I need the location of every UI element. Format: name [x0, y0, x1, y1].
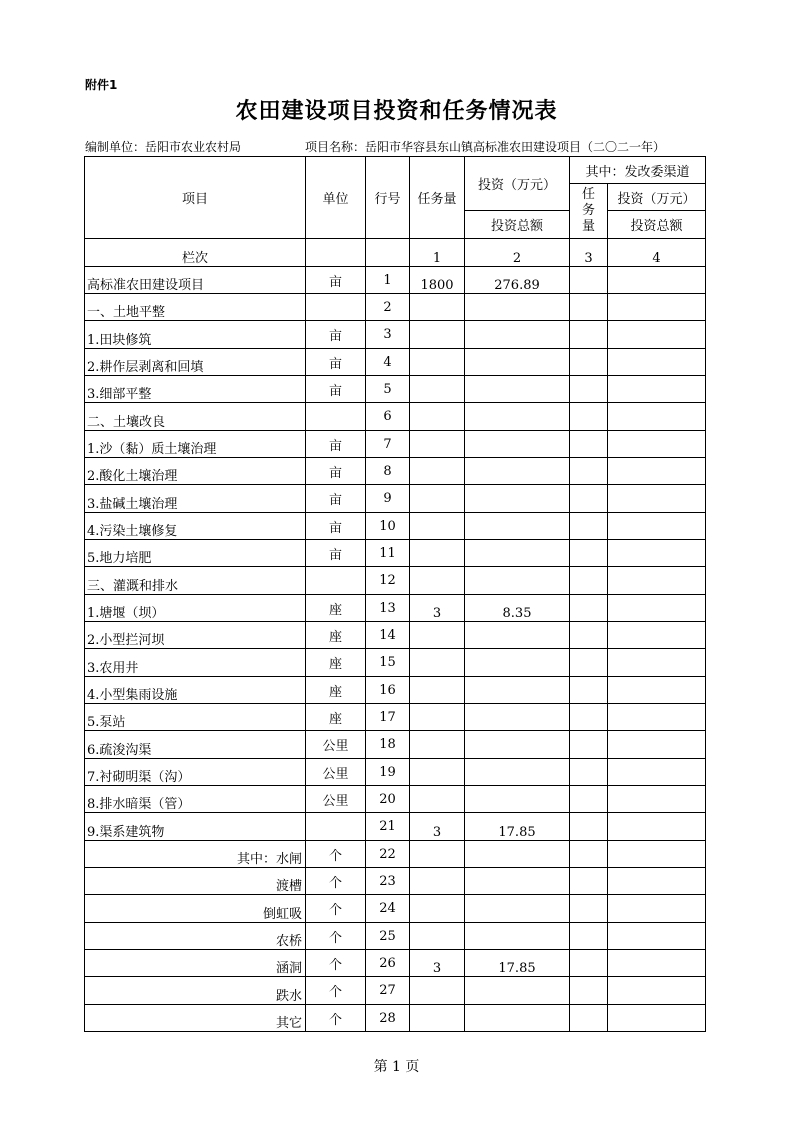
- row-task-quantity: [410, 868, 465, 895]
- row-task-quantity: 3: [410, 950, 465, 977]
- row-task-quantity: [410, 567, 465, 595]
- row-number: 2: [366, 294, 410, 321]
- row-ndrc-investment: [608, 786, 706, 813]
- row-investment-total: [465, 349, 570, 376]
- header-row-1: [85, 157, 706, 184]
- row-task-quantity: [410, 458, 465, 485]
- row-unit: [306, 567, 366, 595]
- row-item-name: 农桥: [85, 923, 306, 950]
- table-row: [85, 868, 706, 895]
- row-task-quantity: [410, 649, 465, 677]
- row-number: 16: [366, 677, 410, 704]
- header-ndrc: 其中：发改委渠道: [570, 157, 706, 184]
- row-number: 15: [366, 649, 410, 677]
- row-item-name: 跌水: [85, 977, 306, 1005]
- row-investment-total: [465, 540, 570, 567]
- row-task-quantity: 3: [410, 595, 465, 622]
- row-ndrc-investment: [608, 567, 706, 595]
- column-index-2: 2: [465, 239, 570, 267]
- row-item-name: 5.泵站: [85, 704, 306, 731]
- row-task-quantity: [410, 403, 465, 431]
- row-ndrc-task: [570, 895, 608, 923]
- row-ndrc-task: [570, 431, 608, 458]
- row-ndrc-investment: [608, 1005, 706, 1032]
- header-ndrc-investment: 投资（万元）: [608, 184, 706, 211]
- row-task-quantity: [410, 923, 465, 950]
- row-ndrc-task: [570, 841, 608, 868]
- row-number: 12: [366, 567, 410, 595]
- row-task-quantity: 3: [410, 813, 465, 841]
- row-unit: 座: [306, 677, 366, 704]
- header-investment-total: 投资总额: [465, 211, 570, 239]
- row-investment-total: [465, 677, 570, 704]
- row-investment-total: 17.85: [465, 813, 570, 841]
- row-unit: 座: [306, 622, 366, 649]
- row-unit: 个: [306, 923, 366, 950]
- row-investment-total: [465, 786, 570, 813]
- row-unit: 座: [306, 649, 366, 677]
- table-row: [85, 321, 706, 349]
- row-unit: 个: [306, 1005, 366, 1032]
- row-item-name: 高标准农田建设项目: [85, 267, 306, 294]
- row-ndrc-investment: [608, 977, 706, 1005]
- row-ndrc-task: [570, 923, 608, 950]
- row-investment-total: [465, 759, 570, 786]
- table-row: [85, 540, 706, 567]
- row-ndrc-investment: [608, 485, 706, 513]
- row-task-quantity: 1800: [410, 267, 465, 294]
- page-title: 农田建设项目投资和任务情况表: [235, 98, 558, 124]
- header-row-no: 行号: [366, 157, 410, 239]
- row-ndrc-investment: [608, 704, 706, 731]
- row-item-name: 三、灌溉和排水: [85, 567, 306, 595]
- row-ndrc-investment: [608, 649, 706, 677]
- header-task: 任务量: [410, 157, 465, 239]
- row-number: 24: [366, 895, 410, 923]
- row-unit: 公里: [306, 786, 366, 813]
- row-number: 19: [366, 759, 410, 786]
- row-number: 8: [366, 458, 410, 485]
- header-investment: 投资（万元）: [465, 157, 570, 211]
- table-row: [85, 759, 706, 786]
- row-unit: [306, 294, 366, 321]
- row-item-name: 其它: [85, 1005, 306, 1032]
- table-row: [85, 294, 706, 321]
- column-index-no: [366, 239, 410, 267]
- row-investment-total: [465, 977, 570, 1005]
- row-unit: 个: [306, 841, 366, 868]
- row-ndrc-task: [570, 786, 608, 813]
- row-ndrc-investment: [608, 267, 706, 294]
- row-ndrc-investment: [608, 895, 706, 923]
- row-ndrc-task: [570, 376, 608, 403]
- row-item-name: 9.渠系建筑物: [85, 813, 306, 841]
- row-number: 6: [366, 403, 410, 431]
- column-index-row: [85, 239, 706, 267]
- row-ndrc-task: [570, 731, 608, 759]
- row-unit: 个: [306, 977, 366, 1005]
- row-ndrc-investment: [608, 841, 706, 868]
- row-ndrc-investment: [608, 950, 706, 977]
- page-number: 第 1 页: [373, 1059, 420, 1075]
- row-item-name: 5.地力培肥: [85, 540, 306, 567]
- row-ndrc-task: [570, 704, 608, 731]
- row-item-name: 倒虹吸: [85, 895, 306, 923]
- row-task-quantity: [410, 376, 465, 403]
- row-ndrc-task: [570, 540, 608, 567]
- row-task-quantity: [410, 895, 465, 923]
- row-ndrc-investment: [608, 403, 706, 431]
- row-item-name: 2.酸化土壤治理: [85, 458, 306, 485]
- row-ndrc-investment: [608, 868, 706, 895]
- table-row: [85, 950, 706, 977]
- row-ndrc-task: [570, 677, 608, 704]
- row-ndrc-task: [570, 513, 608, 540]
- row-number: 9: [366, 485, 410, 513]
- row-ndrc-task: [570, 813, 608, 841]
- row-ndrc-investment: [608, 458, 706, 485]
- compiler-unit: 编制单位：岳阳市农业农村局: [85, 140, 242, 154]
- row-ndrc-investment: [608, 540, 706, 567]
- row-ndrc-investment: [608, 321, 706, 349]
- column-index-4: 4: [608, 239, 706, 267]
- row-ndrc-investment: [608, 349, 706, 376]
- header-ndrc-task-text: 任务量: [581, 187, 595, 234]
- row-unit: 亩: [306, 321, 366, 349]
- row-ndrc-task: [570, 977, 608, 1005]
- header-ndrc-investment-total: 投资总额: [608, 211, 706, 239]
- row-investment-total: [465, 704, 570, 731]
- row-investment-total: [465, 403, 570, 431]
- table-row: [85, 376, 706, 403]
- row-item-name: 3.细部平整: [85, 376, 306, 403]
- row-unit: 亩: [306, 540, 366, 567]
- row-ndrc-task: [570, 321, 608, 349]
- row-item-name: 4.小型集雨设施: [85, 677, 306, 704]
- table-row: [85, 458, 706, 485]
- row-item-name: 3.农用井: [85, 649, 306, 677]
- row-item-name: 3.盐碱土壤治理: [85, 485, 306, 513]
- row-investment-total: [465, 841, 570, 868]
- row-investment-total: 17.85: [465, 950, 570, 977]
- header-item: 项目: [85, 157, 306, 239]
- row-task-quantity: [410, 513, 465, 540]
- row-investment-total: [465, 513, 570, 540]
- row-number: 25: [366, 923, 410, 950]
- row-investment-total: [465, 376, 570, 403]
- row-number: 21: [366, 813, 410, 841]
- row-ndrc-task: [570, 349, 608, 376]
- row-unit: 亩: [306, 267, 366, 294]
- row-ndrc-investment: [608, 431, 706, 458]
- row-unit: 公里: [306, 731, 366, 759]
- row-unit: 亩: [306, 485, 366, 513]
- row-item-name: 渡槽: [85, 868, 306, 895]
- table-row: [85, 622, 706, 649]
- row-task-quantity: [410, 1005, 465, 1032]
- row-item-name: 8.排水暗渠（管）: [85, 786, 306, 813]
- header-unit: 单位: [306, 157, 366, 239]
- row-task-quantity: [410, 759, 465, 786]
- row-item-name: 其中：水闸: [85, 841, 306, 868]
- row-item-name: 1.塘堰（坝）: [85, 595, 306, 622]
- table-row: [85, 349, 706, 376]
- row-ndrc-task: [570, 403, 608, 431]
- row-ndrc-task: [570, 485, 608, 513]
- row-task-quantity: [410, 431, 465, 458]
- row-number: 26: [366, 950, 410, 977]
- row-investment-total: [465, 458, 570, 485]
- row-ndrc-task: [570, 458, 608, 485]
- row-investment-total: [465, 622, 570, 649]
- row-item-name: 6.疏浚沟渠: [85, 731, 306, 759]
- row-ndrc-investment: [608, 622, 706, 649]
- row-investment-total: [465, 868, 570, 895]
- table-row: [85, 895, 706, 923]
- row-investment-total: [465, 294, 570, 321]
- row-ndrc-investment: [608, 595, 706, 622]
- row-number: 20: [366, 786, 410, 813]
- row-unit: 亩: [306, 458, 366, 485]
- table-row: [85, 485, 706, 513]
- table-row: [85, 677, 706, 704]
- row-investment-total: [465, 485, 570, 513]
- row-task-quantity: [410, 294, 465, 321]
- row-number: 3: [366, 321, 410, 349]
- row-ndrc-task: [570, 567, 608, 595]
- row-ndrc-task: [570, 622, 608, 649]
- table-row: [85, 977, 706, 1005]
- row-ndrc-investment: [608, 376, 706, 403]
- table-row: [85, 704, 706, 731]
- row-number: 10: [366, 513, 410, 540]
- header-ndrc-task: [570, 184, 608, 239]
- row-unit: 公里: [306, 759, 366, 786]
- table-row: [85, 403, 706, 431]
- row-item-name: 2.耕作层剥离和回填: [85, 349, 306, 376]
- row-unit: 个: [306, 895, 366, 923]
- row-ndrc-task: [570, 950, 608, 977]
- row-task-quantity: [410, 977, 465, 1005]
- row-task-quantity: [410, 485, 465, 513]
- row-investment-total: [465, 895, 570, 923]
- row-number: 7: [366, 431, 410, 458]
- row-ndrc-investment: [608, 294, 706, 321]
- row-investment-total: 8.35: [465, 595, 570, 622]
- row-investment-total: 276.89: [465, 267, 570, 294]
- row-number: 23: [366, 868, 410, 895]
- attachment-label: 附件1: [85, 78, 118, 92]
- row-unit: 个: [306, 950, 366, 977]
- column-index-unit: [306, 239, 366, 267]
- row-ndrc-investment: [608, 813, 706, 841]
- row-investment-total: [465, 431, 570, 458]
- row-ndrc-investment: [608, 731, 706, 759]
- row-ndrc-investment: [608, 923, 706, 950]
- table-row: [85, 513, 706, 540]
- row-number: 13: [366, 595, 410, 622]
- row-task-quantity: [410, 540, 465, 567]
- investment-table: [84, 156, 706, 1032]
- row-number: 18: [366, 731, 410, 759]
- row-task-quantity: [410, 704, 465, 731]
- table-row: [85, 923, 706, 950]
- row-task-quantity: [410, 677, 465, 704]
- row-unit: [306, 813, 366, 841]
- row-ndrc-task: [570, 294, 608, 321]
- row-unit: [306, 403, 366, 431]
- row-task-quantity: [410, 841, 465, 868]
- row-item-name: 涵洞: [85, 950, 306, 977]
- table-row: [85, 731, 706, 759]
- row-number: 5: [366, 376, 410, 403]
- column-index-1: 1: [410, 239, 465, 267]
- table-row: [85, 649, 706, 677]
- row-task-quantity: [410, 731, 465, 759]
- row-number: 14: [366, 622, 410, 649]
- row-item-name: 1.沙（黏）质土壤治理: [85, 431, 306, 458]
- row-item-name: 7.衬砌明渠（沟）: [85, 759, 306, 786]
- row-unit: 亩: [306, 376, 366, 403]
- row-number: 28: [366, 1005, 410, 1032]
- row-ndrc-investment: [608, 677, 706, 704]
- table-row: [85, 813, 706, 841]
- row-ndrc-task: [570, 759, 608, 786]
- row-item-name: 二、土壤改良: [85, 403, 306, 431]
- row-number: 11: [366, 540, 410, 567]
- row-investment-total: [465, 731, 570, 759]
- row-ndrc-task: [570, 595, 608, 622]
- row-investment-total: [465, 321, 570, 349]
- row-task-quantity: [410, 349, 465, 376]
- column-index-label: 栏次: [85, 239, 306, 267]
- table-row: [85, 786, 706, 813]
- row-number: 17: [366, 704, 410, 731]
- table-row: [85, 1005, 706, 1032]
- row-unit: 亩: [306, 513, 366, 540]
- table-row: [85, 267, 706, 294]
- table-row: [85, 431, 706, 458]
- row-ndrc-task: [570, 649, 608, 677]
- row-unit: 座: [306, 595, 366, 622]
- row-item-name: 一、土地平整: [85, 294, 306, 321]
- row-unit: 座: [306, 704, 366, 731]
- row-number: 1: [366, 267, 410, 294]
- table-row: [85, 595, 706, 622]
- project-name: 项目名称：岳阳市华容县东山镇高标准农田建设项目（二〇二一年）: [305, 140, 666, 154]
- row-unit: 亩: [306, 349, 366, 376]
- row-item-name: 1.田块修筑: [85, 321, 306, 349]
- row-ndrc-task: [570, 868, 608, 895]
- table-row: [85, 567, 706, 595]
- row-item-name: 4.污染土壤修复: [85, 513, 306, 540]
- column-index-3: 3: [570, 239, 608, 267]
- row-unit: 亩: [306, 431, 366, 458]
- row-investment-total: [465, 1005, 570, 1032]
- row-investment-total: [465, 649, 570, 677]
- row-unit: 个: [306, 868, 366, 895]
- row-number: 27: [366, 977, 410, 1005]
- row-ndrc-investment: [608, 759, 706, 786]
- row-number: 22: [366, 841, 410, 868]
- row-number: 4: [366, 349, 410, 376]
- row-investment-total: [465, 923, 570, 950]
- table-row: [85, 841, 706, 868]
- row-ndrc-investment: [608, 513, 706, 540]
- row-investment-total: [465, 567, 570, 595]
- row-task-quantity: [410, 622, 465, 649]
- row-task-quantity: [410, 321, 465, 349]
- row-item-name: 2.小型拦河坝: [85, 622, 306, 649]
- row-ndrc-task: [570, 267, 608, 294]
- row-task-quantity: [410, 786, 465, 813]
- row-ndrc-task: [570, 1005, 608, 1032]
